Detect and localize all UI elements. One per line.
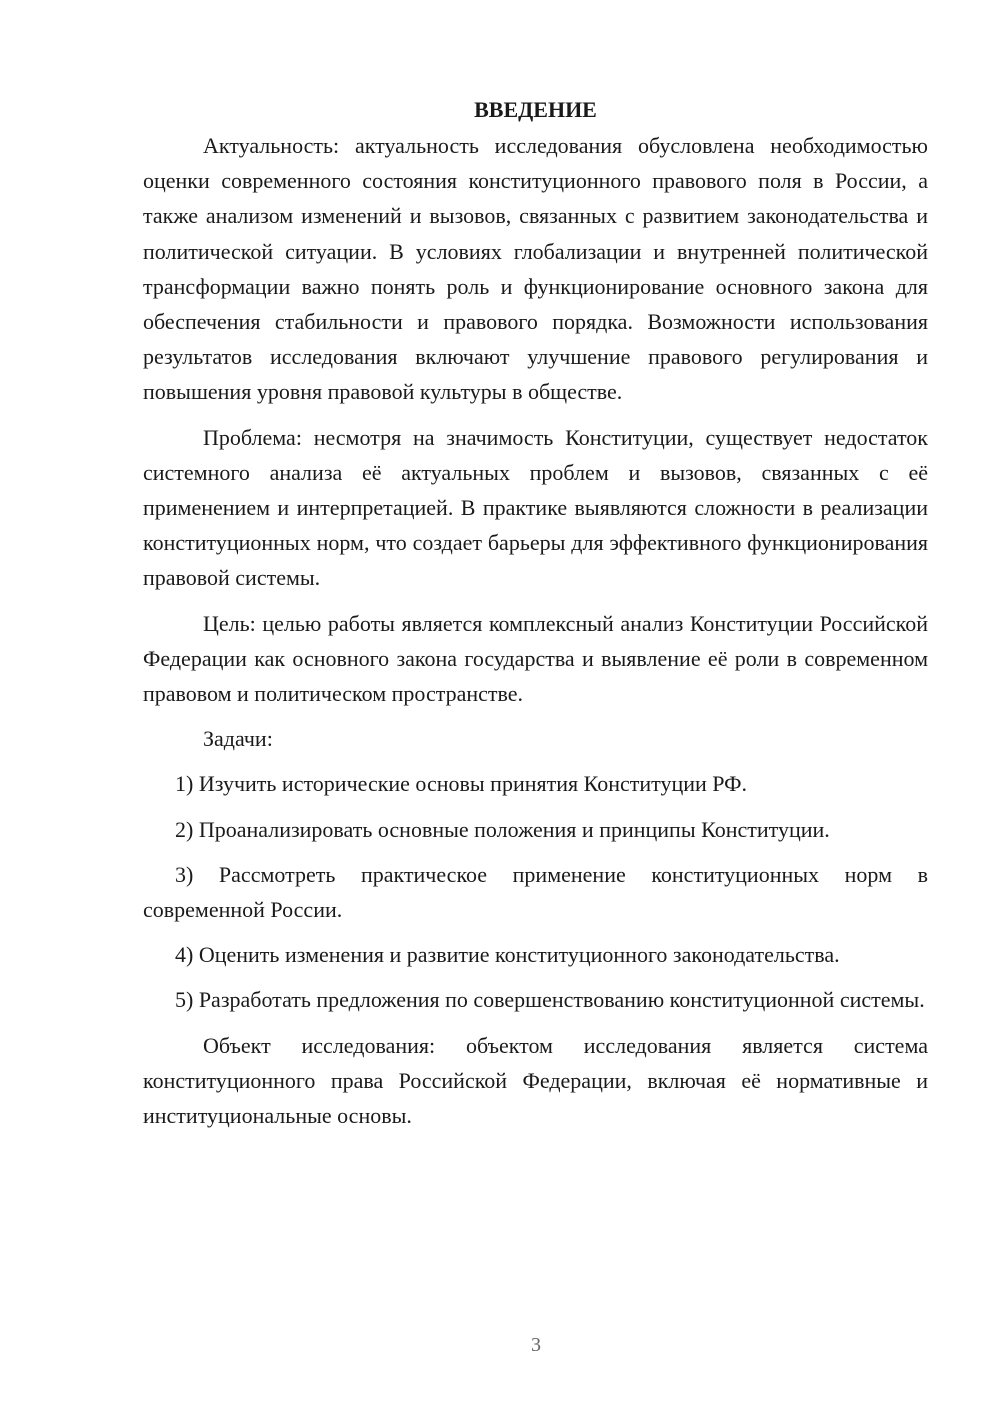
section-heading: ВВЕДЕНИЕ [474,97,597,122]
page-number: 3 [531,1334,541,1356]
paragraph-object: Объект исследования: объектом исследования является система конституционного права Российской Федерации, включая её нормативные и институциональные основы. [143,1032,928,1129]
task-item-3: 3) Рассмотреть практическое применение конституционных норм в современной России. [143,861,928,923]
paragraph-goal: Цель: целью работы является комплексный анализ Конституции Российской Федерации как основного закона государства и выявление её роли в современном правовом и политическом пространстве. [143,610,928,707]
task-item-5: 5) Разработать предложения по совершенствованию конституционной системы. [175,987,925,1013]
task-item-2: 2) Проанализировать основные положения и принципы Конституции. [175,816,830,842]
task-item-4: 4) Оценить изменения и развитие конституционного законодательства. [175,942,840,968]
paragraph-relevance: Актуальность: актуальность исследования обусловлена необходимостью оценки современного состояния конституционного правового поля в России, а также анализом изменений и вызовов, связанных с развитием законодательства и политической ситуации. В условиях глобализации и внутренней политической трансформации важно понять роль и функционирование основного закона для обеспечения стабильности и правового порядка. Возможности использования результатов исследования включают улучшение правового регулирования и повышения уровня правовой культуры в обществе. [143,133,928,405]
page-content [143,92,928,1133]
tasks-label: Задачи: [203,726,273,752]
paragraph-problem: Проблема: несмотря на значимость Конституции, существует недостаток системного анализа её актуальных проблем и вызовов, связанных с её применением и интерпретацией. В практике выявляются сложности в реализации конституционных норм, что создает барьеры для эффективного функционирования правовой системы. [143,424,928,591]
task-item-1: 1) Изучить исторические основы принятия Конституции РФ. [175,771,748,797]
